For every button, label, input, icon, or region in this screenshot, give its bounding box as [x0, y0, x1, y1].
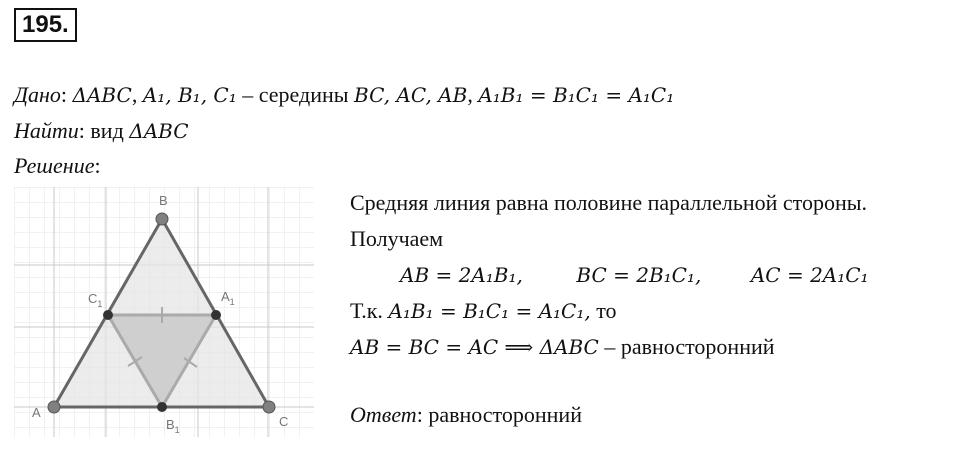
equation-bc: BC = 2B₁C₁,	[576, 263, 702, 287]
equation-ac: AC = 2A₁C₁	[750, 263, 869, 287]
answer-text: равносторонний	[428, 402, 582, 427]
point-a1	[211, 310, 221, 320]
triangle-diagram	[14, 187, 314, 437]
since-line	[350, 298, 617, 324]
since-expression: A₁B₁ = B₁C₁ = A₁C₁,	[388, 299, 591, 323]
find-line: Найти: вид ΔABC	[14, 118, 189, 143]
explanation-line-2: Получаем	[350, 226, 444, 251]
label-a: A	[32, 405, 41, 420]
conclusion-line	[350, 334, 775, 360]
label-c1: $C_1$	[88, 291, 103, 309]
label-b: B	[159, 193, 168, 208]
given-sides: BC, AC, AB	[354, 83, 468, 107]
label-b1: $B_1$	[166, 417, 180, 435]
point-c	[263, 401, 275, 413]
answer-label: Ответ	[350, 402, 417, 427]
given-triangle: ΔABC	[72, 83, 132, 107]
given-label: Дано	[14, 82, 61, 107]
conclusion-expression: AB = BC = AC ⟹ ΔABC	[350, 335, 599, 359]
point-b1	[157, 402, 167, 412]
triangle-figure	[14, 187, 314, 442]
explanation-line-1: Средняя линия равна половине параллельной стороны.	[350, 190, 868, 215]
solution-line: Решение:	[14, 153, 101, 178]
point-a	[48, 401, 60, 413]
solution-label: Решение	[14, 153, 95, 178]
since-suffix: то	[596, 298, 617, 323]
answer-line: Ответ: равносторонний	[350, 402, 582, 427]
given-equality: A₁B₁ = B₁C₁ = A₁C₁	[478, 83, 675, 107]
given-line: Дано: ΔABC, A₁, B₁, C₁ – середины BC, AC, AB, A₁B₁ = B₁C₁ = A₁C₁	[14, 82, 675, 107]
find-triangle: ΔABC	[129, 119, 189, 143]
point-b	[156, 213, 168, 225]
label-a1: $A_1$	[221, 289, 235, 307]
equations-row	[400, 262, 869, 288]
problem-number: 195.	[14, 8, 77, 42]
given-dash-text: – середины	[242, 82, 349, 107]
find-label: Найти	[14, 118, 79, 143]
equation-ab: AB = 2A₁B₁,	[400, 263, 523, 287]
label-c: C	[279, 414, 289, 429]
find-text: вид	[90, 118, 124, 143]
given-midpoints: A₁, B₁, C₁	[142, 83, 237, 107]
point-c1	[103, 310, 113, 320]
since-prefix: Т.к.	[350, 298, 383, 323]
conclusion-text: – равносторонний	[604, 334, 775, 359]
